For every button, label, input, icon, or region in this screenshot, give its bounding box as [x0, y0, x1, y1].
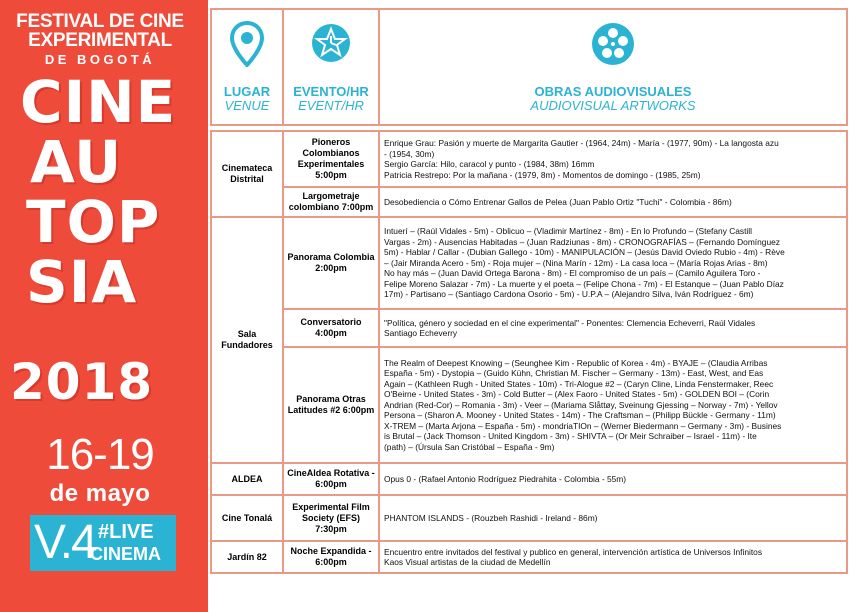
work-line: Enrique Grau: Pasión y muerte de Margarita Gautier - (1964, 24m) - María - (1977, 90m) - La langosta azu	[384, 138, 779, 148]
event-cinealdea: CineAldea Rotativa - 6:00pm	[283, 463, 379, 495]
work-line: Patricia Restrepo: Por la mañana - (1979, 8m) - Momentos de domingo - (1985, 25m)	[384, 169, 701, 180]
work-line: 17m) - Partisano – (Santiago Cardona Osorio - 5m) - U.P.A – (Alejandro Silva, Iván Rodríguez - 6m)	[384, 289, 754, 300]
live-sub: CINEMA	[90, 544, 161, 564]
header-works	[379, 9, 847, 125]
table-row	[211, 541, 847, 573]
logo-year: 2018	[10, 353, 154, 411]
works-efs	[379, 495, 847, 541]
logo-line-2: AU	[30, 128, 123, 196]
work-line: Vargas - 2m) - Ausencias Habitadas – (Juan Radziunas - 8m) - CRONOGRAFÍAS – (Fernando Domínguez	[384, 236, 780, 247]
work-line: O'Beirne - United States - 3m) - Cold Butter – (Alex Faoro - United States - 5m) - GOLDEN BOI – (Corin	[384, 389, 770, 400]
header-event	[283, 9, 379, 125]
header-venue-label-en: VENUE	[224, 98, 270, 113]
works-cinealdea	[379, 463, 847, 495]
work-line: - (1954, 30m)	[384, 148, 435, 159]
venue-jardin: Jardín 82	[211, 541, 283, 573]
work-line: (path) – (Úrsula San Cristóbal – España - 9m)	[384, 441, 555, 452]
work-line: Felipe Moreno Salazar - 7m) - La muerte y el poeta – (Felipe Chona - 7m) - El Estanque – (Juan Pablo Díaz	[384, 278, 784, 289]
work-line: Sergio García: Hilo, caracol y punto - (1984, 38m) 16mm	[384, 159, 595, 169]
work-line: España - 5m) - Dystopia – (Guido Kühn, Christian M. Fischer – Germany - 13m) - East, West, and Eas	[384, 368, 764, 379]
venue-aldea: ALDEA	[211, 463, 283, 495]
work-line: Again – (Kathleen Rugh - United States - 10m) - Tri-Alogue #2 – (Caryn Cline, Linda Fenstermaker, Reec	[384, 378, 774, 389]
work-line: PHANTOM ISLANDS - (Rouzbeh Rashidi - Ireland - 86m)	[384, 512, 598, 523]
work-line: Intuerí – (Raúl Vidales - 5m) - Oblicuo – (Vladimir Martínez - 8m) - En lo Profundo – (Stefany Castill	[384, 226, 753, 237]
event-efs: Experimental Film Society (EFS) 7:30pm	[283, 495, 379, 541]
work-line: Encuentro entre invitados del festival y publico en general, intervención artística de Universos Infinitos	[384, 546, 763, 557]
festival-title-line1: FESTIVAL DE CINE	[16, 11, 184, 32]
work-line: Kaos Visual artistas de la ciudad de Medellín	[384, 557, 551, 567]
event-panorama-otras: Panorama Otras Latitudes #2 6:00pm	[283, 347, 379, 463]
festival-city: DE BOGOTÁ	[44, 52, 156, 67]
header-event-label-en: EVENT/HR	[298, 98, 364, 113]
venue-fundadores: Sala Fundadores	[211, 217, 283, 463]
works-panorama-otras	[379, 347, 847, 463]
event-conversatorio: Conversatorio 4:00pm	[283, 309, 379, 347]
header-event-label: EVENTO/HR	[293, 84, 369, 99]
table-row	[211, 131, 847, 187]
event-pioneros: Pioneros Colombianos Experimentales 5:00pm	[283, 131, 379, 187]
work-line: The Realm of Deepest Knowing – (Seunghee Kim - Republic of Korea - 4m) - BYAJE – (Claudia Arribas	[384, 357, 768, 368]
live-cinema-badge	[30, 515, 176, 571]
work-line: Santiago Echeverry	[384, 328, 458, 338]
table-row	[211, 347, 847, 463]
venue-tonala: Cine Tonalá	[211, 495, 283, 541]
work-line: Opus 0 - (Rafael Antonio Rodríguez Piedrahita - Colombia - 55m)	[384, 473, 627, 484]
event-largometraje: Largometraje colombiano 7:00pm	[283, 187, 379, 217]
version-label: V.4	[34, 516, 96, 569]
works-conversatorio	[379, 309, 847, 347]
clock-star-icon	[309, 21, 353, 65]
table-row	[211, 495, 847, 541]
work-line: X-TREM – (Marta Arjona – España - 5m) - mondriaTIOn – (Werner Biedermann – Germany - 3m) - Busines	[384, 420, 782, 431]
map-pin-icon	[230, 21, 264, 67]
logo-line-4: SIA	[26, 248, 138, 316]
festival-banner	[0, 0, 208, 612]
work-line: Andrian (Red-Cor) – Romania - 3m) - Veer – (Mariama Slåttøy, Sveinung Gjessing – Norway - 7m) - Yellov	[384, 399, 778, 410]
work-line: is Brutal – (Jack Thomson - United Kingdom - 3m) - SHIVTA – (Or Meir Schraiber – Israel - 11m) - Ite	[384, 431, 757, 442]
event-panorama-colombia: Panorama Colombia 2:00pm	[283, 217, 379, 309]
film-reel-icon	[590, 21, 636, 67]
table-row	[211, 309, 847, 347]
header-works-label: OBRAS AUDIOVISUALES	[534, 84, 692, 99]
work-line: – (Jair Miranda Acero - 5m) - Roja mujer – (Nina Marín - 12m) - La casa loca – (María Rojas Arias - 8m)	[384, 257, 768, 268]
works-largometraje	[379, 187, 847, 217]
work-line: 5m) - Hablar / Callar - (Dubian Gallego - 10m) - MANIPULACIÓN – (Jesús David Oviedo Rubio - 4m) - Rève	[384, 247, 785, 258]
header-works-label-en: AUDIOVISUAL ARTWORKS	[530, 98, 696, 113]
table-row	[211, 463, 847, 495]
table-row	[211, 187, 847, 217]
header-venue	[211, 9, 283, 125]
venue-cinemateca: Cinemateca Distrital	[211, 131, 283, 217]
work-line: Desobediencia o Cómo Entrenar Gallos de Pelea (Juan Pablo Ortiz "Tuchi" - Colombia - 86m)	[384, 196, 732, 207]
work-line: "Política, género y sociedad en el cine experimental" - Ponentes: Clemencia Echeverri, Raúl Vidales	[384, 317, 756, 328]
works-panorama-colombia	[379, 217, 847, 309]
works-noche	[379, 541, 847, 573]
event-noche: Noche Expandida - 6:00pm	[283, 541, 379, 573]
schedule-table	[210, 8, 846, 612]
logo-line-3: TOP	[26, 188, 161, 256]
table-row	[211, 217, 847, 309]
festival-title-line2: EXPERIMENTAL	[28, 30, 172, 51]
festival-title	[0, 12, 200, 50]
festival-month: de mayo	[49, 480, 151, 507]
live-tag: #LIVE	[98, 521, 154, 543]
work-line: Persona – (Sharon A. Mooney - United States - 14m) - The Craftsman – (Philipp Bückle - Germany - 11m)	[384, 410, 776, 421]
header-venue-label: LUGAR	[223, 84, 271, 99]
festival-dates: 16-19	[46, 430, 154, 479]
logo-line-1: CINE	[20, 68, 177, 136]
work-line: No hay más – (Juan David Ortega Barona - 8m) - El compromiso de un país – (Camilo Aguilera Toro -	[384, 268, 761, 279]
works-pioneros	[379, 131, 847, 187]
